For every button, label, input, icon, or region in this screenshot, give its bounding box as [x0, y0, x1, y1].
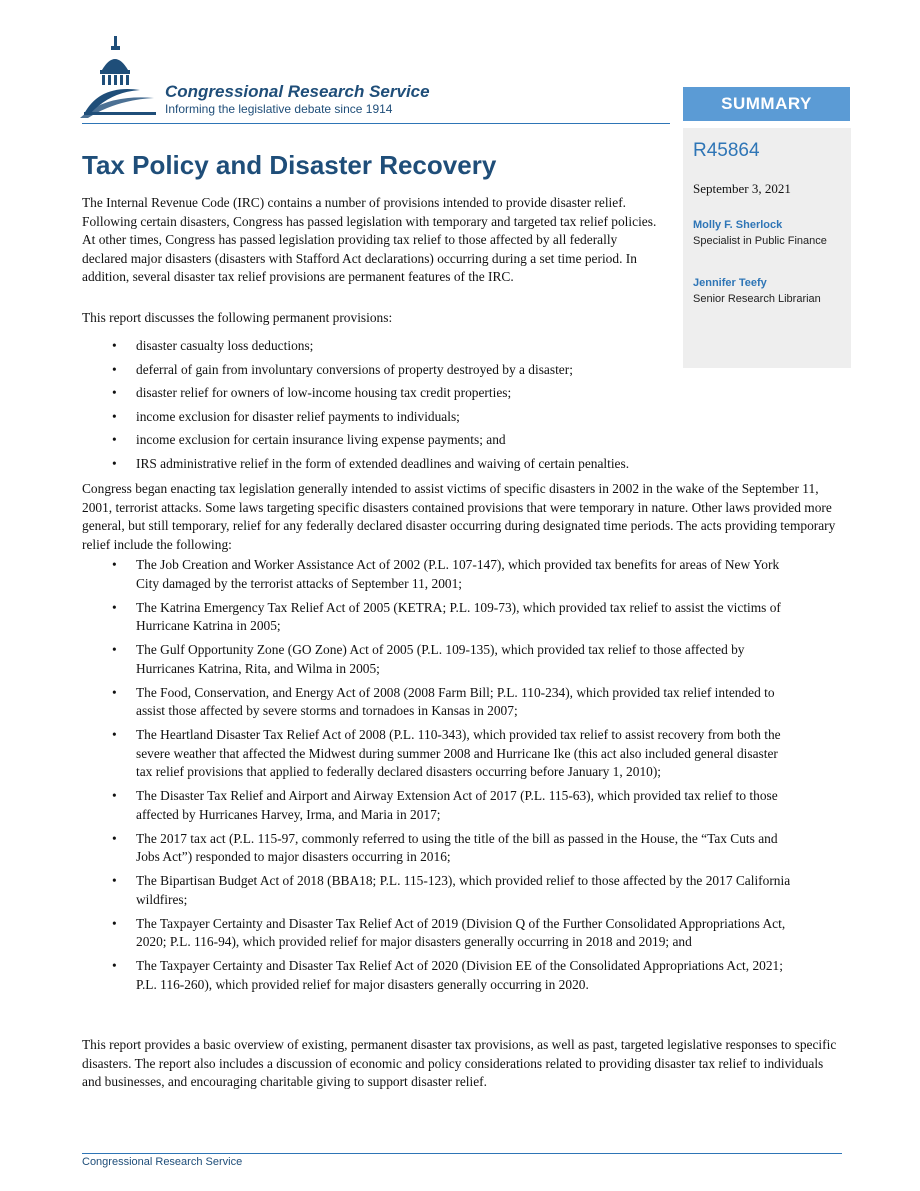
author-title: Senior Research Librarian: [693, 293, 821, 305]
header-divider: [82, 123, 670, 124]
tagline: Informing the legislative debate since 1914: [165, 102, 393, 116]
temporary-acts-list: [82, 556, 794, 1000]
list-item: • The Bipartisan Budget Act of 2018 (BBA18; P.L. 115-123), which provided relief to those affected by the 2017 California wildfires;: [82, 872, 794, 909]
author-name: Jennifer Teefy: [693, 277, 767, 289]
report-date: September 3, 2021: [693, 181, 791, 196]
list-item: • The Job Creation and Worker Assistance Act of 2002 (P.L. 107-147), which provided tax benefits for areas of New York City damaged by the terrorist attacks of September 11, 2001;: [82, 556, 794, 593]
list-item: • The Gulf Opportunity Zone (GO Zone) Act of 2005 (P.L. 109-135), which provided tax relief to those affected by Hurricanes Katrina, Rita, and Wilma in 2005;: [82, 641, 794, 678]
list-item: • The Taxpayer Certainty and Disaster Tax Relief Act of 2019 (Division Q of the Further Consolidated Appropriations Act, 2020; P.L. 116-94), which provided relief for major disasters generally occurring in 2018 and 2019; and: [82, 915, 794, 952]
list-item: • disaster casualty loss deductions;: [82, 337, 782, 356]
list-item: • The Heartland Disaster Tax Relief Act of 2008 (P.L. 110-343), which provided tax relief to assist recovery from both the severe weather that affected the Midwest during summer 2008 and Hurricane Ike (this act also included general disaster tax relief provisions that applied to federally declared disasters occurring before January 1, 2010);: [82, 726, 794, 782]
list-item: • The Taxpayer Certainty and Disaster Tax Relief Act of 2020 (Division EE of the Consolidated Appropriations Act, 2021; P.L. 116-260), which provided relief for major disasters generally occurring in 2020.: [82, 957, 794, 994]
author-name: Molly F. Sherlock: [693, 219, 783, 231]
summary-label: SUMMARY: [683, 87, 850, 121]
list-item: • deferral of gain from involuntary conversions of property destroyed by a disaster;: [82, 361, 782, 380]
list-item: • disaster relief for owners of low-income housing tax credit properties;: [82, 384, 782, 403]
footer-text: Congressional Research Service: [82, 1156, 243, 1168]
list-item: • The Disaster Tax Relief and Airport and Airway Extension Act of 2017 (P.L. 115-63), which provided tax relief to those affected by Hurricanes Harvey, Irma, and Maria in 2017;: [82, 787, 794, 824]
capitol-dome-icon: [80, 34, 160, 124]
page-title: Tax Policy and Disaster Recovery: [82, 150, 497, 180]
list-item: • The Food, Conservation, and Energy Act of 2008 (2008 Farm Bill; P.L. 110-234), which provided tax relief intended to assist those affected by severe storms and tornadoes in Kansas in 2007;: [82, 684, 794, 721]
footer-divider: [82, 1153, 842, 1154]
list-item: • income exclusion for disaster relief payments to individuals;: [82, 408, 782, 427]
temporary-intro: Congress began enacting tax legislation generally intended to assist victims of specific disasters in 2002 in the wake of the September 11, 2001, terrorist attacks. Some laws targeting specific disasters contained provisions that were temporary in nature. Other laws provided more general, but still temporary, relief for any federally declared disaster occurring during designated time periods. The acts providing temporary relief include the following:: [82, 481, 836, 552]
org-name: Congressional Research Service: [165, 82, 430, 101]
intro-paragraph: The Internal Revenue Code (IRC) contains a number of provisions intended to provide disaster relief. Following certain disasters, Congress has passed legislation with temporary and targeted tax relief policies. At other times, Congress has passed legislation providing tax relief to those affected by all federally declared major disasters (disasters with Stafford Act declarations) occurring during a set time period. In addition, several disaster tax relief provisions are permanent features of the IRC.: [82, 195, 657, 284]
permanent-provisions-list: [82, 337, 782, 478]
summary-sidebar: [683, 128, 851, 368]
closing-paragraph: This report provides a basic overview of existing, permanent disaster tax provisions, as well as past, targeted legislative responses to specific disasters. The report also includes a discussion of economic and policy considerations related to providing disaster tax relief to individuals and businesses, and encouraging charitable giving to support disaster relief.: [82, 1037, 837, 1089]
list-item: • IRS administrative relief in the form of extended deadlines and waiving of certain penalties.: [82, 455, 782, 474]
crs-logo: [80, 34, 480, 124]
permanent-intro: This report discusses the following permanent provisions:: [82, 310, 393, 325]
author-title: Specialist in Public Finance: [693, 235, 827, 247]
list-item: • The Katrina Emergency Tax Relief Act of 2005 (KETRA; P.L. 109-73), which provided tax relief to assist the victims of Hurricane Katrina in 2005;: [82, 599, 794, 636]
list-item: • The 2017 tax act (P.L. 115-97, commonly referred to using the title of the bill as passed in the House, the “Tax Cuts and Jobs Act”) responded to major disasters occurring in 2016;: [82, 830, 794, 867]
report-number: R45864: [693, 140, 760, 161]
list-item: • income exclusion for certain insurance living expense payments; and: [82, 431, 782, 450]
